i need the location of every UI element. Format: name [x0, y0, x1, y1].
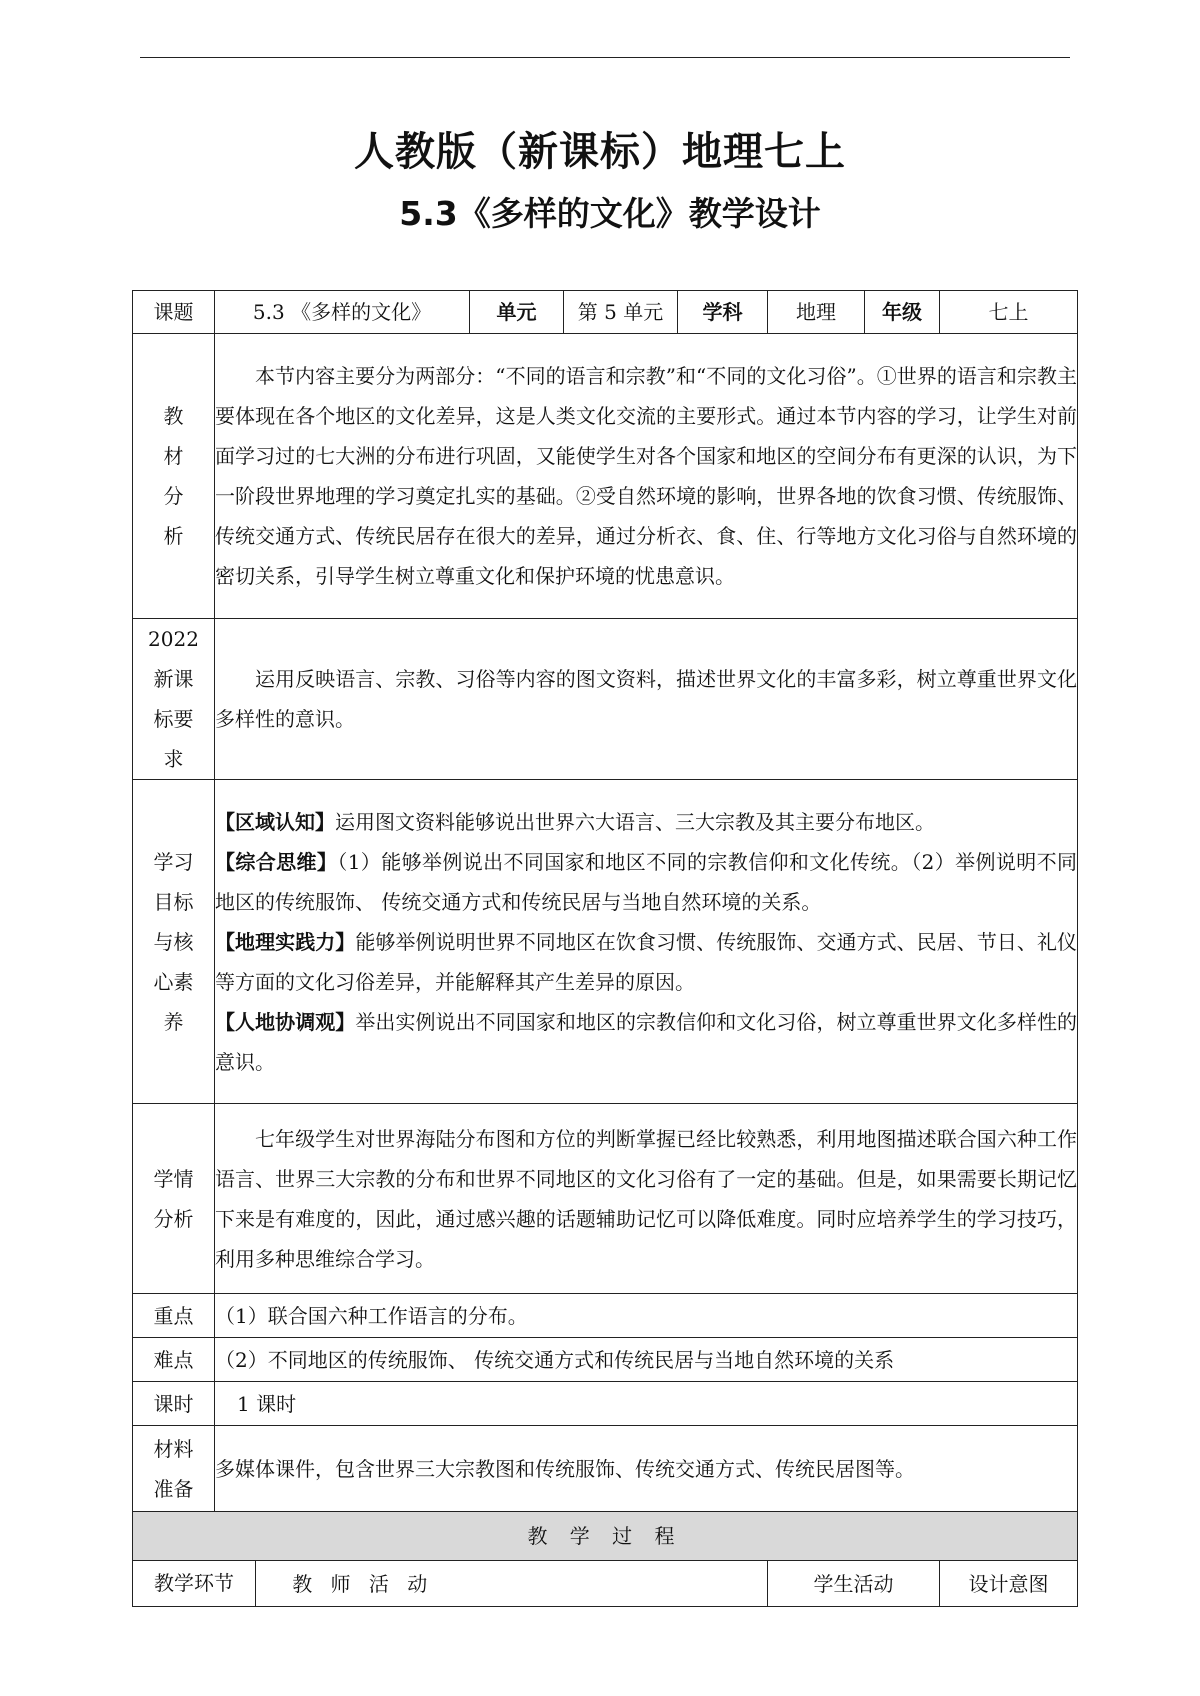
- learner-analysis-label: 学情分析: [133, 1104, 215, 1294]
- objective-text: （1）能够举例说出不同国家和地区不同的宗教信仰和文化传统。（2）举例说明不同地区的传统服饰、 传统交通方式和传统民居与当地自然环境的关系。: [215, 849, 1077, 914]
- objective-item: [215, 1002, 1077, 1082]
- header-rule: [140, 57, 1070, 58]
- process-col-teacher-label: 教 师 活 动: [292, 1571, 434, 1596]
- curriculum-row: [133, 619, 1078, 780]
- materials-text: 多媒体课件，包含世界三大宗教图和传统服饰、传统交通方式、传统民居图等。: [215, 1426, 1078, 1512]
- objective-item: [215, 802, 1077, 842]
- key-point-label: 重点: [133, 1294, 215, 1338]
- process-columns-row: [133, 1561, 1078, 1607]
- info-row: [133, 291, 1078, 334]
- objectives-row: [133, 780, 1078, 1104]
- process-col-stage-label: 教学环节: [133, 1561, 256, 1607]
- unit-label: 单元: [470, 291, 564, 334]
- topic-value: 5.3 《多样的文化》: [215, 291, 470, 334]
- document-subtitle: 5.3《多样的文化》教学设计: [399, 194, 821, 233]
- lesson-plan-table: [132, 290, 1078, 1607]
- process-title: 教 学 过 程: [133, 1512, 1078, 1561]
- grade-label: 年级: [865, 291, 940, 334]
- objective-text: 能够举例说明世界不同地区在饮食习惯、传统服饰、交通方式、民居、节日、礼仪等方面的文化习俗差异，并能解释其产生差异的原因。: [215, 929, 1078, 994]
- objective-text: 举出实例说出不同国家和地区的宗教信仰和文化习俗，树立尊重世界文化多样性的意识。: [215, 1009, 1078, 1074]
- difficulty-row: [133, 1338, 1078, 1382]
- process-header-row: [133, 1512, 1078, 1561]
- objectives-list: [215, 780, 1078, 1104]
- unit-value: 第 5 单元: [564, 291, 678, 334]
- materials-row: [133, 1426, 1078, 1512]
- key-point-row: [133, 1294, 1078, 1338]
- difficulty-label: 难点: [133, 1338, 215, 1382]
- material-analysis-text: 本节内容主要分为两部分：“不同的语言和宗教”和“不同的文化习俗”。①世界的语言和宗教主要体现在各个地区的文化差异，这是人类文化交流的主要形式。通过本节内容的学习，让学生对前面学习过的七大洲的分布进行巩固，又能使学生对各个国家和地区的空间分布有更深的认识，为下一阶段世界地理的学习奠定扎实的基础。②受自然环境的影响，世界各地的饮食习惯、传统服饰、传统交通方式、传统民居存在很大的差异，通过分析衣、食、住、行等地方文化习俗与自然环境的密切关系，引导学生树立尊重文化和保护环境的忧患意识。: [215, 334, 1078, 619]
- curriculum-label: 2022新课标要求: [133, 619, 215, 780]
- material-analysis-row: [133, 334, 1078, 619]
- learner-analysis-row: [133, 1104, 1078, 1294]
- objective-tag: 【区域认知】: [215, 809, 335, 834]
- objective-tag: 【人地协调观】: [215, 1009, 356, 1034]
- topic-label: 课题: [133, 291, 215, 334]
- materials-label: 材料准备: [133, 1426, 215, 1512]
- document-title: 人教版（新课标）地理七上: [354, 129, 846, 175]
- objective-item: [215, 922, 1077, 1002]
- curriculum-text: 运用反映语言、宗教、习俗等内容的图文资料，描述世界文化的丰富多彩，树立尊重世界文化多样性的意识。: [215, 619, 1078, 780]
- class-hours-row: [133, 1382, 1078, 1426]
- grade-value: 七上: [940, 291, 1078, 334]
- key-point-text: （1）联合国六种工作语言的分布。: [215, 1294, 1078, 1338]
- objective-tag: 【综合思维】: [215, 849, 338, 874]
- subject-value: 地理: [768, 291, 865, 334]
- process-col-teacher-extra: [470, 1561, 768, 1607]
- process-col-design: 设计意图: [940, 1561, 1078, 1607]
- objective-item: [215, 842, 1077, 922]
- objective-tag: 【地理实践力】: [215, 929, 356, 954]
- subject-label: 学科: [678, 291, 768, 334]
- class-hours-label: 课时: [133, 1382, 215, 1426]
- material-analysis-label: 教材分析: [133, 334, 215, 619]
- difficulty-text: （2）不同地区的传统服饰、 传统交通方式和传统民居与当地自然环境的关系: [215, 1338, 1078, 1382]
- learner-analysis-text: 七年级学生对世界海陆分布图和方位的判断掌握已经比较熟悉，利用地图描述联合国六种工作语言、世界三大宗教的分布和世界不同地区的文化习俗有了一定的基础。但是，如果需要长期记忆下来是有难度的，因此，通过感兴趣的话题辅助记忆可以降低难度。同时应培养学生的学习技巧，利用多种思维综合学习。: [215, 1104, 1078, 1294]
- objective-text: 运用图文资料能够说出世界六大语言、三大宗教及其主要分布地区。: [335, 809, 935, 834]
- class-hours-value: 1 课时: [215, 1382, 1078, 1426]
- objectives-label: 学习目标与核心素养: [133, 780, 215, 1104]
- process-col-student: 学生活动: [768, 1561, 940, 1607]
- process-col-stage: [133, 1561, 470, 1607]
